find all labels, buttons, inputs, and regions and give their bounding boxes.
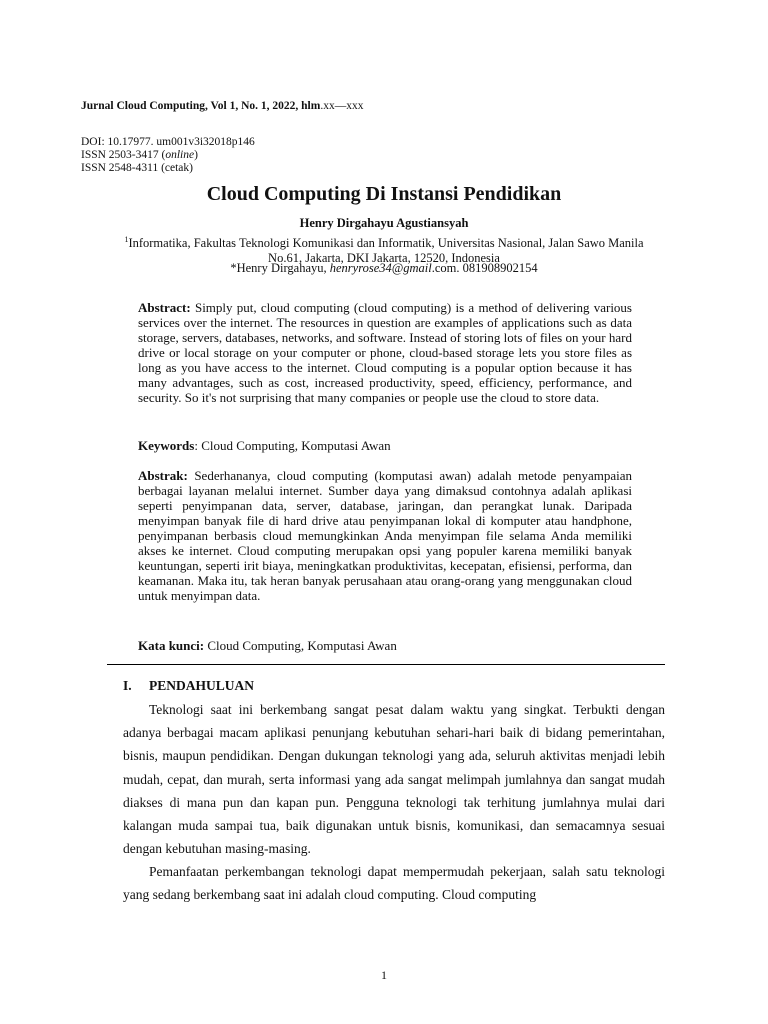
- abstrak-label: Abstrak:: [138, 468, 188, 483]
- kata-kunci-text: Cloud Computing, Komputasi Awan: [204, 638, 397, 653]
- kata-kunci-label: Kata kunci:: [138, 638, 205, 653]
- abstrak-text: Sederhananya, cloud computing (komputasi awan) adalah metode penyampaian berbagai layanan melalui internet. Sumber daya yang dimaksud contohnya adalah aplikasi seperti penyimpanan data, server, database, jaringan, dan perangkat lunak. Daripada menyimpan banyak file di hard drive atau penyimpanan lokal di komputer atau handphone, penyimpanan berbasis cloud memungkinkan Anda menyimpan file selama Anda memiliki akses ke internet. Cloud computing merupakan opsi yang populer karena memiliki banyak keuntungan, seperti irit biaya, meningkatkan produktivitas, kecepatan, efisiensi, performa, dan keamanan. Maka itu, tak heran banyak perusahaan atau orang-orang yang menggunakan cloud untuk menyimpan data.: [138, 468, 632, 603]
- body-paragraph: Pemanfaatan perkembangan teknologi dapat mempermudah pekerjaan, salah satu teknologi yang sedang berkembang saat ini adalah cloud computing. Cloud computing: [123, 864, 665, 903]
- abstract-indonesian: [138, 468, 632, 603]
- keywords-english: [138, 438, 632, 453]
- author-name: Henry Dirgahayu Agustiansyah: [299, 216, 469, 230]
- keywords-label: Keywords: [138, 438, 195, 453]
- issn-online: ISSN 2503-3417 (online): [81, 149, 198, 161]
- section-title: PENDAHULUAN: [149, 678, 255, 693]
- keywords-indonesian: [138, 638, 632, 653]
- journal-pages: .xx—xxx: [320, 100, 364, 112]
- body-paragraph: Teknologi saat ini berkembang sangat pesat dalam waktu yang singkat. Terbukti dengan adanya berbagai macam aplikasi penunjang kebutuhan sehari-hari baik di bidang pemerintahan, bisnis, maupun pendidikan. Dengan dukungan teknologi yang ada, seluruh aktivitas menjadi lebih mudah, cepat, dan murah, serta informasi yang ada sangat melimpah jumlahnya dan sangat mudah diakses di mana pun dan kapan pun. Pengguna teknologi tak terhitung jumlahnya mulai dari kalangan muda sampai tua, baik digunakan untuk bisnis, komunikasi, dan semacamnya sesuai dengan kebutuhan masing-masing.: [123, 702, 665, 857]
- paper-title: Cloud Computing Di Instansi Pendidikan: [206, 183, 562, 205]
- contact-email: henryrose34@gmail: [329, 261, 432, 275]
- abstract-text: Simply put, cloud computing (cloud computing) is a method of delivering various services over the internet. The resources in question are examples of applications such as data storage, servers, databases, networks, and software. Instead of storing lots of files on your hard drive or local storage on your computer or phone, cloud-based storage lets you store files as long as you have access to the internet. Cloud computing is a popular option because it has many advantages, such as cost, increased productivity, speed, efficiency, performance, and security. So it's not surprising that many companies or people use the cloud to store data.: [138, 300, 632, 405]
- section-number: I.: [123, 678, 132, 693]
- journal-header: [81, 100, 363, 112]
- journal-name: Jurnal Cloud Computing, Vol 1, No. 1, 2022, hlm: [81, 100, 321, 112]
- keywords-text: : Cloud Computing, Komputasi Awan: [194, 438, 391, 453]
- doi: DOI: 10.17977. um001v3i32018p146: [81, 136, 255, 148]
- affiliation-marker: 1: [124, 235, 129, 244]
- contact-line: *Henry Dirgahayu, henryrose34@gmail.com. 081908902154: [230, 261, 538, 275]
- abstract-label: Abstract:: [138, 300, 191, 315]
- page-number: 1: [381, 968, 387, 982]
- section-divider: [107, 664, 665, 665]
- publication-meta: [81, 136, 255, 175]
- issn-print: ISSN 2548-4311 (cetak): [81, 162, 193, 174]
- affiliation-text: Informatika, Fakultas Teknologi Komunikasi dan Informatik, Universitas Nasional, Jalan Sawo Manila No.61, Jakarta, DKI Jakarta, 12520, Indonesia: [128, 236, 644, 266]
- section-heading: [123, 678, 254, 694]
- abstract-english: [138, 300, 632, 405]
